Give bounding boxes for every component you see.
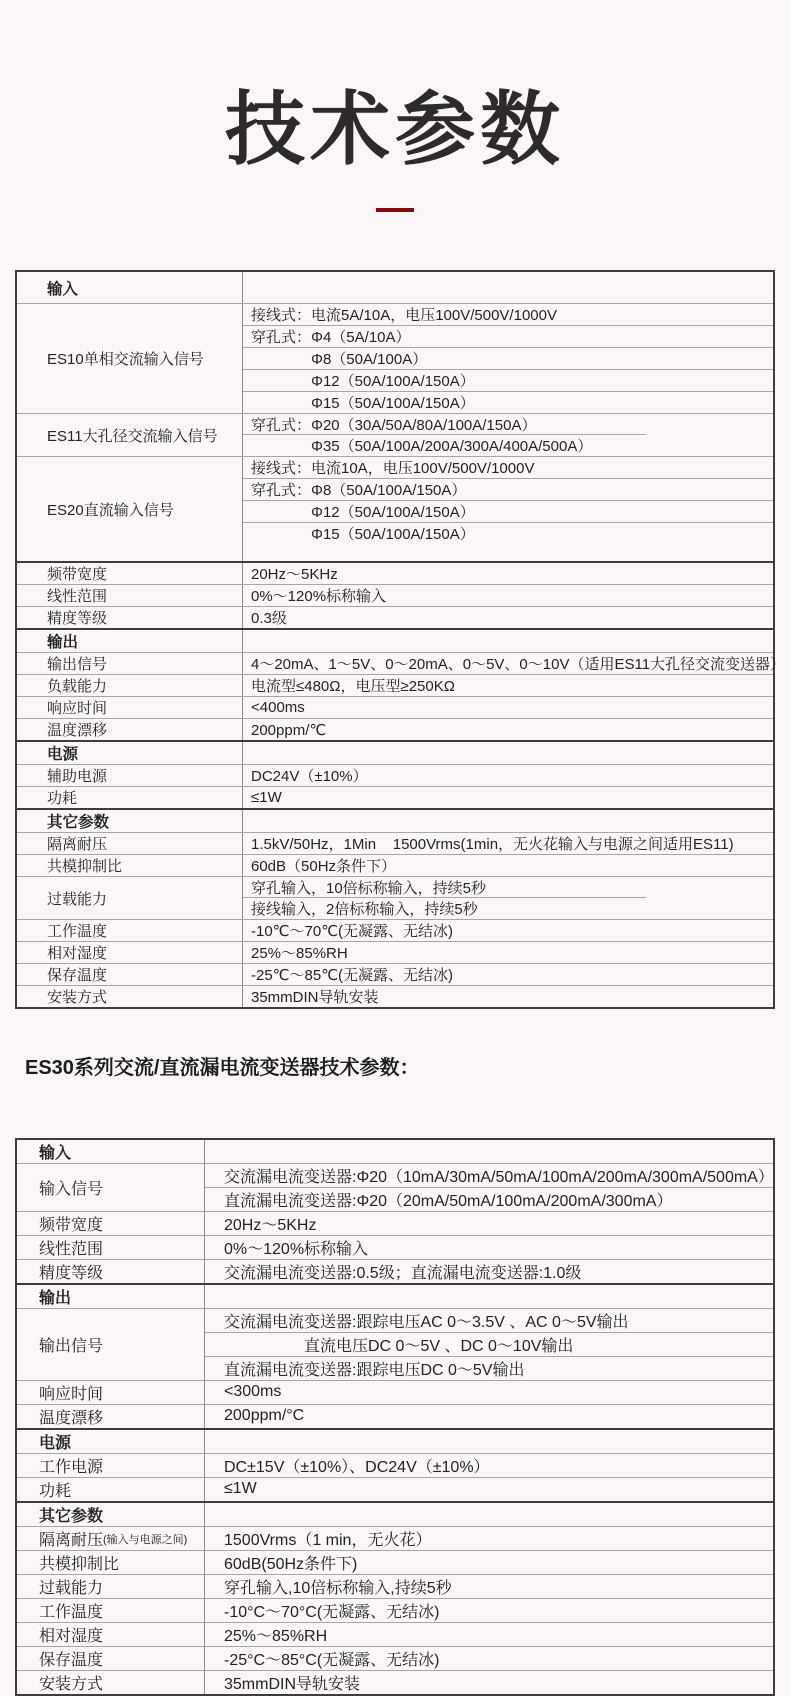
row-value: 直流漏电流变送器:跟踪电压DC 0～5V输出 [224, 1362, 525, 1379]
row-label: 安装方式 [17, 986, 243, 1007]
row-label: 精度等级 [17, 607, 243, 628]
row-label: 输入信号 [17, 1164, 205, 1211]
spec-row [17, 561, 773, 584]
spec-row [17, 1574, 773, 1598]
spec-row [17, 1163, 773, 1211]
spec-row [17, 1308, 773, 1380]
row-label: 温度漂移 [17, 1405, 205, 1428]
spec-row [17, 1646, 773, 1670]
row-label: 过载能力 [17, 877, 243, 919]
row-label: 线性范围 [17, 585, 243, 606]
row-value: Φ15（50A/100A/150A） [251, 526, 475, 543]
spec-row [17, 1501, 773, 1526]
row-value: -25℃～85℃(无凝露、无结冰) [251, 967, 454, 984]
row-label: 其它参数 [17, 810, 243, 832]
row-value: 4～20mA、1～5V、0～20mA、0～5V、0～10V（适用ES11大孔径交流变送器） [251, 656, 786, 673]
spec-row [17, 1526, 773, 1550]
row-value: 穿孔输入，10倍标称输入，持续5秒 [243, 877, 773, 898]
row-value: 交流漏电流变送器:Φ20（10mA/30mA/50mA/100mA/200mA/300mA/500mA） [205, 1164, 773, 1188]
row-value: 直流漏电流变送器:Φ20（20mA/50mA/100mA/200mA/300mA） [224, 1193, 673, 1210]
row-value: ≤1W [251, 789, 282, 806]
row-label: 频带宽度 [17, 563, 243, 584]
row-value: 25%～85%RH [224, 1628, 328, 1645]
spec-row [17, 1453, 773, 1477]
spec-row [17, 832, 773, 854]
spec-row [17, 1283, 773, 1308]
spec-row [17, 674, 773, 696]
row-value: 穿孔式：Φ8（50A/100A/150A） [243, 479, 773, 501]
row-label: 响应时间 [17, 697, 243, 718]
row-value [205, 1503, 773, 1526]
row-value [205, 1430, 773, 1453]
row-label: 输出信号 [17, 1309, 205, 1380]
row-label: 电源 [17, 1430, 205, 1453]
row-value: Φ35（50A/100A/200A/300A/400A/500A） [251, 438, 593, 455]
es10-es11-es20-spec-table [15, 270, 786, 1009]
row-value: -25°C～85°C(无凝露、无结冰) [224, 1652, 440, 1669]
row-value: 35mmDIN导轨安装 [224, 1676, 361, 1693]
row-label: 相对湿度 [17, 1623, 205, 1646]
row-value [205, 1285, 773, 1308]
row-label: 频带宽度 [17, 1212, 205, 1235]
spec-row [17, 696, 773, 718]
spec-row [17, 606, 773, 628]
row-value: 35mmDIN导轨安装 [251, 989, 379, 1006]
row-value: 60dB（50Hz条件下） [251, 858, 397, 875]
row-label: 辅助电源 [17, 765, 243, 786]
row-value: -10°C～70°C(无凝露、无结冰) [224, 1604, 440, 1621]
spec-row [17, 985, 773, 1007]
row-label: 过载能力 [17, 1575, 205, 1598]
row-value: Φ8（50A/100A） [243, 348, 773, 370]
row-label: ES20直流输入信号 [17, 457, 243, 561]
row-value: 接线式：电流10A，电压100V/500V/1000V [243, 457, 773, 479]
row-value: 穿孔输入,10倍标称输入,持续5秒 [224, 1580, 452, 1597]
row-label: 共模抑制比 [17, 1551, 205, 1574]
row-label: 隔离耐压 (输入与电源之间) [17, 1527, 205, 1550]
row-value: 电流型≤480Ω，电压型≥250KΩ [251, 678, 455, 695]
row-value: -10℃～70℃(无凝露、无结冰) [251, 923, 454, 940]
row-value: 200ppm/°C [224, 1407, 305, 1425]
row-value: 1.5kV/50Hz，1Min 1500Vrms(1min，无火花输入与电源之间适用ES11) [251, 836, 734, 853]
spec-row [17, 1550, 773, 1574]
row-value: DC±15V（±10%）、DC24V（±10%） [224, 1459, 490, 1476]
row-value: DC24V（±10%） [251, 768, 368, 785]
row-value: 接线输入，2倍标称输入，持续5秒 [251, 901, 478, 918]
row-value: 直流电压DC 0～5V 、DC 0～10V输出 [205, 1333, 773, 1357]
row-label: 安装方式 [17, 1671, 205, 1694]
row-label: 输出 [17, 630, 243, 652]
spec-row [17, 1477, 773, 1501]
row-value: 25%～85%RH [251, 945, 348, 962]
row-value: 60dB(50Hz条件下) [224, 1556, 358, 1573]
row-value: Φ12（50A/100A/150A） [243, 501, 773, 523]
row-value: 20Hz～5KHz [224, 1217, 317, 1234]
es30-spec-table [15, 1138, 775, 1696]
spec-row [17, 941, 773, 963]
row-value: 0%～120%标称输入 [251, 588, 387, 605]
row-value: 0%～120%标称输入 [224, 1241, 369, 1258]
spec-row [17, 718, 773, 740]
spec-row [17, 628, 773, 652]
spec-row [17, 1211, 773, 1235]
row-value: 接线式：电流5A/10A，电压100V/500V/1000V [243, 304, 773, 326]
spec-row [17, 456, 773, 561]
es30-section-heading: ES30系列交流/直流漏电流变送器技术参数： [25, 1057, 420, 1079]
spec-row [17, 1428, 773, 1453]
spec-row [17, 413, 773, 456]
row-label: 功耗 [17, 787, 243, 808]
page-title: 技术参数 [225, 85, 565, 174]
row-label: 温度漂移 [17, 719, 243, 740]
spec-row [17, 764, 773, 786]
spec-row [17, 1259, 773, 1283]
spec-row [17, 1622, 773, 1646]
spec-row [17, 652, 786, 674]
row-value: 20Hz～5KHz [251, 566, 338, 583]
row-value: 穿孔式：Φ4（5A/10A） [243, 326, 773, 348]
spec-row [17, 808, 773, 832]
row-label: 隔离耐压 [17, 833, 243, 854]
spec-row [17, 786, 773, 808]
row-value: 穿孔式：Φ20（30A/50A/80A/100A/150A） [243, 414, 773, 435]
row-value [243, 630, 773, 651]
row-value [243, 272, 773, 303]
spec-row [17, 740, 773, 764]
spec-row [17, 1404, 773, 1428]
row-value [243, 810, 773, 831]
row-value: 200ppm/℃ [251, 721, 327, 739]
spec-row [17, 1598, 773, 1622]
row-label: 线性范围 [17, 1236, 205, 1259]
spec-row [17, 876, 773, 919]
row-value: 0.3级 [251, 610, 287, 627]
row-label: 输出 [17, 1285, 205, 1308]
row-label: 共模抑制比 [17, 855, 243, 876]
spec-row [17, 919, 773, 941]
row-label: 精度等级 [17, 1260, 205, 1283]
row-value: Φ15（50A/100A/150A） [251, 395, 475, 412]
spec-row [17, 1380, 773, 1404]
row-label: 输入 [17, 272, 243, 303]
row-label: 工作温度 [17, 920, 243, 941]
spec-row [17, 1235, 773, 1259]
row-label: 相对湿度 [17, 942, 243, 963]
spec-row [17, 963, 773, 985]
row-value [243, 742, 773, 763]
row-label: 其它参数 [17, 1503, 205, 1526]
row-label: 响应时间 [17, 1381, 205, 1404]
spec-row [17, 1140, 773, 1163]
row-value [205, 1140, 773, 1163]
row-label: ES11大孔径交流输入信号 [17, 414, 243, 456]
spec-row [17, 272, 773, 303]
row-value: <300ms [224, 1383, 282, 1401]
row-label: 输入 [17, 1140, 205, 1163]
row-value: 1500Vrms（1 min，无火花） [224, 1532, 432, 1549]
row-label: 负载能力 [17, 675, 243, 696]
row-value: 交流漏电流变送器:0.5级；直流漏电流变送器:1.0级 [224, 1265, 582, 1282]
title-accent-dash [376, 208, 414, 212]
spec-row [17, 1670, 773, 1694]
row-label: 工作温度 [17, 1599, 205, 1622]
row-label: 保存温度 [17, 964, 243, 985]
spec-row [17, 303, 773, 413]
spec-row [17, 584, 773, 606]
row-label: 输出信号 [17, 653, 243, 674]
spec-row [17, 854, 773, 876]
row-value: <400ms [251, 699, 305, 716]
row-label: 功耗 [17, 1478, 205, 1501]
row-label: 保存温度 [17, 1647, 205, 1670]
row-value: ≤1W [224, 1480, 257, 1498]
row-label: 工作电源 [17, 1454, 205, 1477]
row-label: ES10单相交流输入信号 [17, 304, 243, 413]
row-value: 交流漏电流变送器:跟踪电压AC 0～3.5V 、AC 0～5V输出 [205, 1309, 773, 1333]
row-value: Φ12（50A/100A/150A） [243, 370, 773, 392]
row-label: 电源 [17, 742, 243, 764]
